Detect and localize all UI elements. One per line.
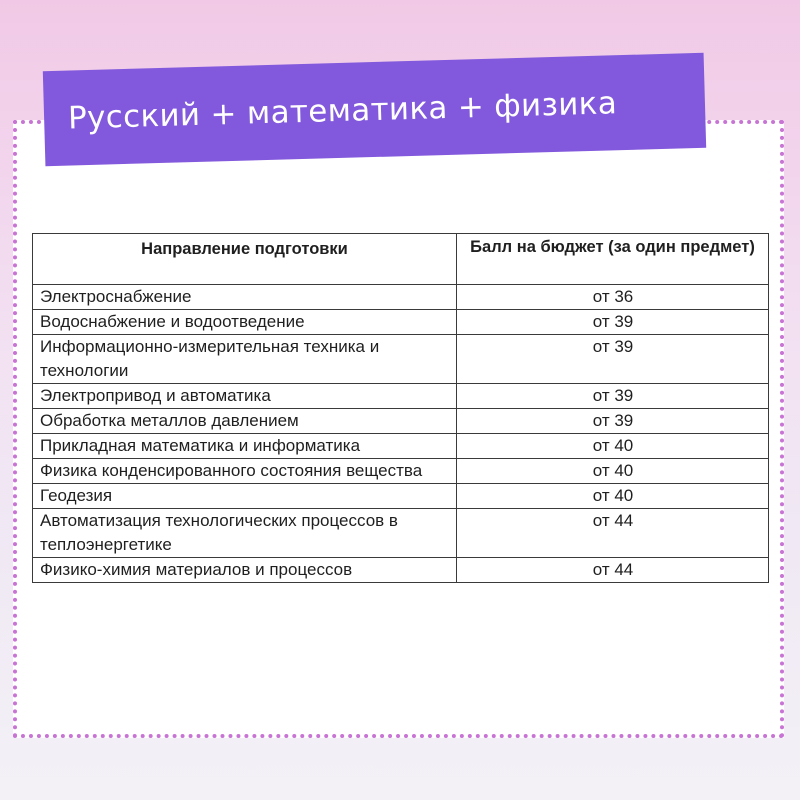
row-direction: Информационно-измерительная техника и технологии <box>33 335 457 384</box>
row-direction: Электроснабжение <box>33 285 457 310</box>
row-direction: Физика конденсированного состояния вещества <box>33 459 457 484</box>
table-row <box>33 434 769 459</box>
row-score: от 39 <box>457 310 769 335</box>
table-row <box>33 384 769 409</box>
row-score: от 39 <box>457 409 769 434</box>
page-title: Русский + математика + физика <box>67 84 618 137</box>
table-header-row <box>33 234 769 285</box>
row-direction: Водоснабжение и водоотведение <box>33 310 457 335</box>
table-row <box>33 459 769 484</box>
row-direction: Электропривод и автоматика <box>33 384 457 409</box>
header-direction: Направление подготовки <box>33 234 457 285</box>
row-score: от 40 <box>457 434 769 459</box>
title-banner <box>43 53 706 166</box>
row-score: от 36 <box>457 285 769 310</box>
header-score: Балл на бюджет (за один предмет) <box>457 234 769 285</box>
row-direction: Обработка металлов давлением <box>33 409 457 434</box>
row-score: от 40 <box>457 484 769 509</box>
row-direction: Физико-химия материалов и процессов <box>33 558 457 583</box>
row-direction: Прикладная математика и информатика <box>33 434 457 459</box>
table-row <box>33 335 769 384</box>
row-score: от 44 <box>457 558 769 583</box>
row-score: от 39 <box>457 335 769 384</box>
table-row <box>33 409 769 434</box>
table-row <box>33 310 769 335</box>
table-row <box>33 484 769 509</box>
row-direction: Геодезия <box>33 484 457 509</box>
table-row <box>33 509 769 558</box>
table-row <box>33 285 769 310</box>
row-score: от 44 <box>457 509 769 558</box>
row-score: от 39 <box>457 384 769 409</box>
row-direction: Автоматизация технологических процессов в теплоэнергетике <box>33 509 457 558</box>
row-score: от 40 <box>457 459 769 484</box>
table-row <box>33 558 769 583</box>
scores-table <box>32 233 769 583</box>
